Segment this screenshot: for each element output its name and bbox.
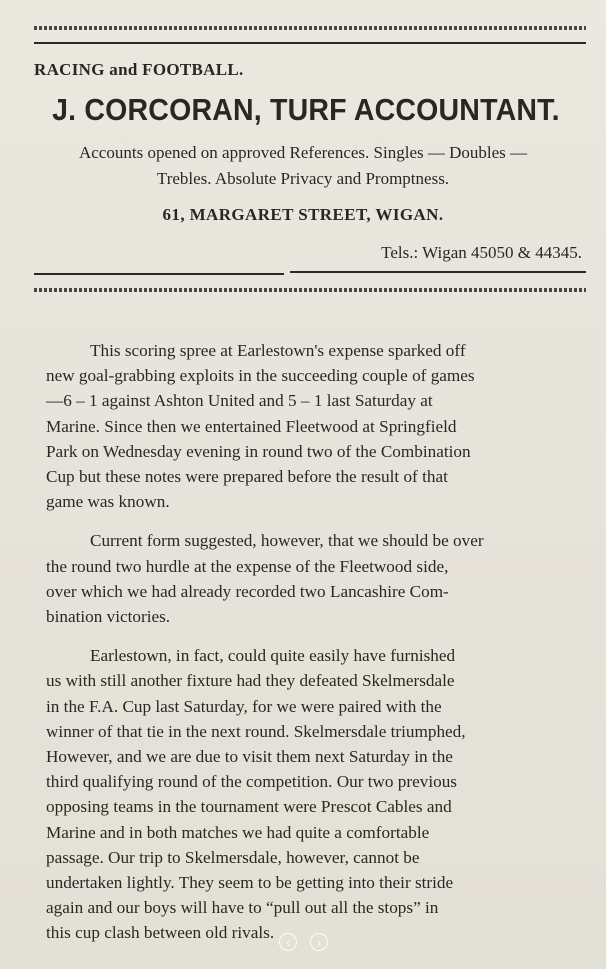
ad-telephone: Tels.: Wigan 45050 & 44345. [381, 243, 582, 262]
text-line: in the F.A. Cup last Saturday, for we were paired with the [46, 696, 442, 716]
ad-kicker: RACING and FOOTBALL. [34, 60, 244, 79]
top-solid-rule [34, 42, 586, 44]
text-line: third qualifying round of the competition. Our two previous [46, 772, 457, 792]
text-line: winner of that tie in the next round. Skelmersdale triumphed, [46, 721, 466, 741]
text-line: Park on Wednesday evening in round two of the Combination [46, 441, 471, 461]
text-line: —6 – 1 against Ashton United and 5 – 1 last Saturday at [46, 391, 433, 411]
text-line: us with still another fixture had they defeated Skelmersdale [46, 671, 455, 691]
text-line: This scoring spree at Earlestown's expense sparked off [90, 341, 466, 360]
ad-title: J. CORCORAN, TURF ACCOUNTANT. [52, 92, 560, 127]
text-line: the round two hurdle at the expense of the Fleetwood side, [46, 556, 449, 576]
text-line: undertaken lightly. They seem to be getting into their stride [46, 873, 454, 893]
text-line: this cup clash between old rivals. [46, 923, 275, 943]
text-line: game was known. [46, 492, 170, 512]
text-line: Marine and in both matches we had quite a comfortable [46, 822, 430, 842]
text-line: again and our boys will have to “pull out all the stops” in [46, 898, 439, 918]
bottom-solid-rule-left [34, 273, 284, 275]
next-page-button[interactable] [310, 933, 328, 951]
ad-services-line-2: Trebles. Absolute Privacy and Promptness. [156, 169, 450, 188]
text-line: bination victories. [46, 607, 171, 627]
article-paragraph [46, 643, 566, 945]
text-line: Current form suggested, however, that we should be over [90, 531, 484, 551]
ad-address: 61, MARGARET STREET, WIGAN. [162, 205, 444, 224]
text-line: Cup but these notes were prepared before the result of that [46, 467, 448, 487]
arrow-left-circle-icon: ‹ [285, 936, 291, 950]
prev-page-button[interactable] [279, 933, 297, 951]
ad-services-line-1: Accounts opened on approved References. Singles — Doubles — [78, 143, 528, 162]
text-line: opposing teams in the tournament were Prescot Cables and [46, 797, 452, 817]
text-line: passage. Our trip to Skelmersdale, however, cannot be [46, 847, 420, 867]
bottom-solid-rule-right [290, 271, 586, 273]
bottom-dotted-border [34, 288, 586, 292]
text-line: new goal-grabbing exploits in the succeeding couple of games [46, 366, 475, 386]
article-body [46, 338, 566, 960]
text-line: However, and we are due to visit them next Saturday in the [46, 747, 453, 767]
article-paragraph [46, 528, 566, 629]
arrow-right-circle-icon: › [316, 936, 322, 950]
text-line: over which we had already recorded two Lancashire Com- [46, 581, 449, 601]
top-dotted-border [34, 26, 586, 30]
text-line: Marine. Since then we entertained Fleetwood at Springfield [46, 416, 457, 436]
article-paragraph [46, 338, 566, 514]
text-line: Earlestown, in fact, could quite easily have furnished [90, 646, 456, 666]
